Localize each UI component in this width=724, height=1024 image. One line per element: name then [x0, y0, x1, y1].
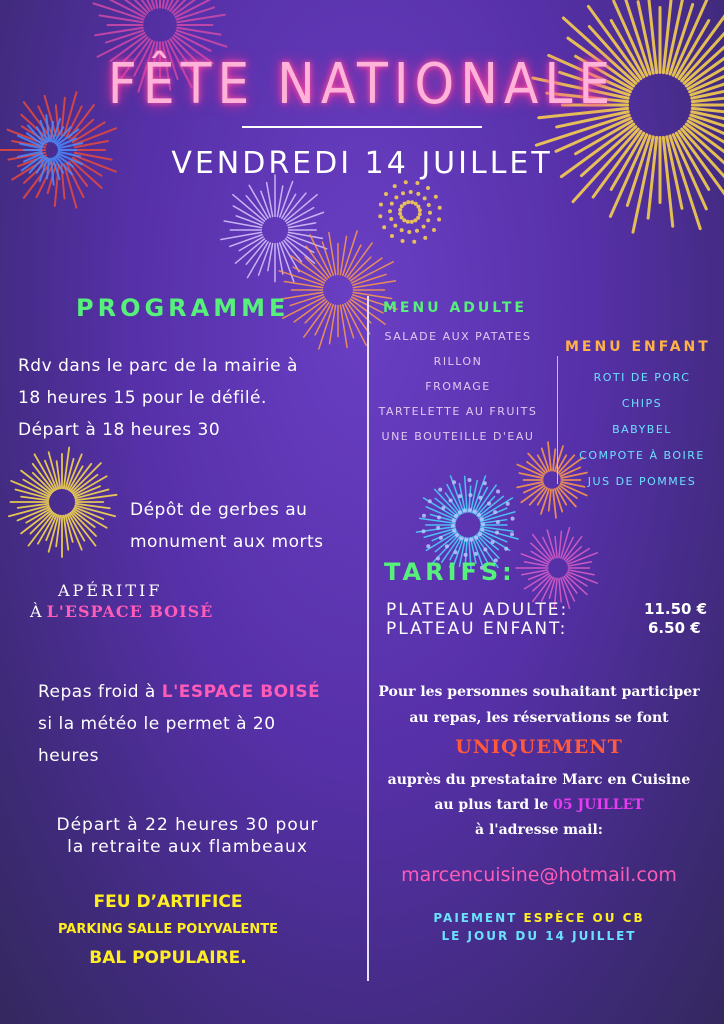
aperitif-prefix: À [30, 602, 42, 621]
reservation-line: Pour les personnes souhaitant participer [378, 684, 700, 700]
parking-label: PARKING SALLE POLYVALENTE [57, 922, 279, 937]
paiement-line [362, 911, 716, 925]
menu-item: BABYBEL [612, 423, 672, 436]
bal-populaire: BAL POPULAIRE. [89, 948, 247, 968]
menu-adulte-heading: MENU ADULTE [383, 300, 527, 316]
repas-text [38, 676, 320, 772]
menu-item: TARTELETTE AU FRUITS [378, 405, 538, 418]
depot-line: monument aux morts [130, 532, 324, 552]
repas-line: heures [38, 746, 99, 766]
repas-line [38, 676, 320, 708]
programme-line: Départ à 18 heures 30 [18, 420, 221, 440]
reservation-line: au repas, les réservations se font [409, 710, 669, 726]
paiement-jour: LE JOUR DU 14 JUILLET [441, 929, 637, 943]
retraite-line: la retraite aux flambeaux [67, 837, 308, 857]
tarif-enfant-label: PLATEAU ENFANT: [386, 619, 568, 639]
programme-heading: PROGRAMME [76, 294, 290, 322]
aperitif-label: APÉRITIF [58, 581, 163, 600]
firework-dots [378, 180, 441, 243]
firework-burst [221, 175, 327, 282]
tarif-enfant-price: 6.50 € [648, 619, 701, 637]
tarif-adulte-price: 11.50 € [644, 600, 708, 618]
menu-enfant-heading: MENU ENFANT [565, 339, 711, 355]
programme-text [18, 350, 298, 446]
event-date: VENDREDI 14 JUILLET [171, 146, 553, 181]
programme-line: Rdv dans le parc de la mairie à [18, 356, 298, 376]
menu-item: FROMAGE [425, 380, 491, 393]
depot-line: Dépôt de gerbes au [130, 500, 308, 520]
repas-line: si la météo le permet à 20 [38, 714, 276, 734]
firework-burst [516, 528, 597, 609]
menu-item: RILLON [433, 355, 483, 368]
reservation-line: à l'adresse mail: [475, 822, 603, 838]
title-divider [242, 126, 482, 128]
retraite-text [10, 814, 365, 858]
tarifs-heading: TARIFS: [384, 558, 516, 586]
firework-burst [9, 447, 117, 557]
paiement-mode: ESPÈCE OU CB [523, 911, 645, 925]
programme-line: 18 heures 15 pour le défilé. [18, 388, 267, 408]
reservation-deadline [362, 797, 716, 813]
tarif-adulte-label: PLATEAU ADULTE: [386, 600, 569, 620]
repas-espace: L'ESPACE BOISÉ [161, 682, 321, 702]
menu-item: COMPOTE À BOIRE [579, 449, 705, 462]
repas-prefix: Repas froid à [38, 682, 156, 702]
deadline-prefix: au plus tard le [434, 797, 549, 813]
menu-item: JUS DE POMMES [587, 475, 697, 488]
menu-item: ROTI DE PORC [593, 371, 691, 384]
menu-item: SALADE AUX PATATES [384, 330, 532, 343]
depot-text [130, 494, 324, 558]
retraite-line: Départ à 22 heures 30 pour [56, 815, 319, 835]
espace-boise: L'ESPACE BOISÉ [46, 602, 214, 621]
paiement-label: PAIEMENT [433, 911, 518, 925]
menu-item: CHIPS [621, 397, 663, 410]
aperitif-location [30, 602, 213, 621]
reservation-line: auprès du prestataire Marc en Cuisine [387, 772, 691, 788]
feu-artifice: FEU D’ARTIFICE [93, 892, 243, 912]
page-title: FÊTE NATIONALE [107, 52, 617, 117]
email-address[interactable]: marcencuisine@hotmail.com [401, 864, 677, 886]
deadline-date: 05 JUILLET [553, 797, 644, 813]
menu-divider [557, 356, 558, 484]
uniquement-label: UNIQUEMENT [455, 736, 623, 758]
menu-item: UNE BOUTEILLE D'EAU [381, 430, 535, 443]
